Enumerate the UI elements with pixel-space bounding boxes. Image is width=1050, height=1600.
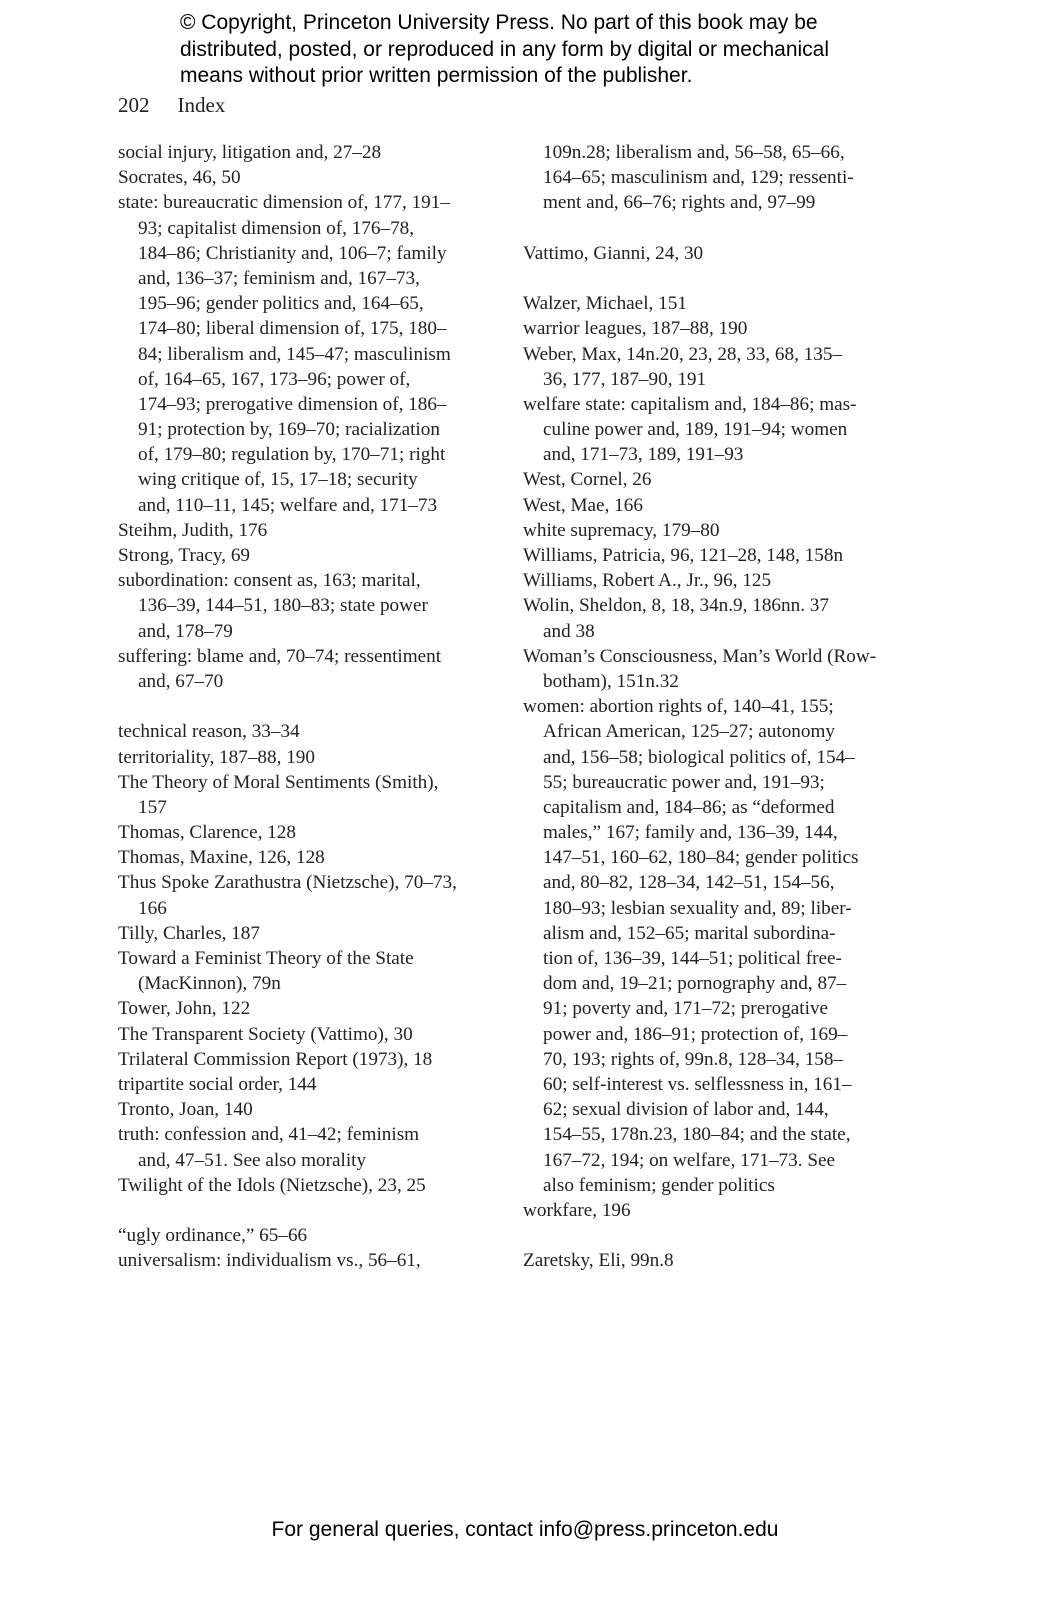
index-entry: tripartite social order, 144 — [118, 1073, 317, 1095]
index-entry: Strong, Tracy, 69 — [118, 545, 251, 566]
index-entry: Walzer, Michael, 151 — [523, 293, 687, 315]
index-column-right — [523, 140, 918, 1273]
copyright-line: © Copyright, Princeton University Press. No part of this book may be — [180, 11, 818, 34]
index-entry-continuation: 195–96; gender politics and, 164–65, — [138, 293, 424, 315]
index-entry-continuation: African American, 125–27; autonomy — [543, 721, 835, 743]
index-entry: social injury, litigation and, 27–28 — [118, 142, 382, 163]
index-entry-continuation: 91; protection by, 169–70; racialization — [138, 419, 440, 441]
index-column-left — [118, 140, 508, 1273]
index-entry-continuation: alism and, 152–65; marital subordina- — [543, 922, 836, 944]
index-entry: Tronto, Joan, 140 — [118, 1099, 253, 1121]
index-entry: Vattimo, Gianni, 24, 30 — [523, 242, 704, 264]
index-entry-continuation: and, 136–37; feminism and, 167–73, — [138, 267, 420, 289]
index-entry: Trilateral Commission Report (1973), 18 — [118, 1048, 433, 1070]
index-entry-continuation: of, 179–80; regulation by, 170–71; right — [138, 444, 446, 466]
index-entry-continuation: ment and, 66–76; rights and, 97–99 — [543, 192, 816, 214]
index-entry-continuation: 136–39, 144–51, 180–83; state power — [138, 595, 428, 617]
index-entry-continuation: 60; self-interest vs. selflessness in, 161– — [543, 1073, 852, 1095]
index-entry-continuation: botham), 151n.32 — [543, 670, 679, 692]
index-entry-continuation: 174–93; prerogative dimension of, 186– — [138, 393, 447, 415]
index-entry: suffering: blame and, 70–74; ressentiment — [118, 645, 442, 667]
index-entry-continuation: 154–55, 178n.23, 180–84; and the state, — [543, 1124, 851, 1146]
index-entry-continuation: 167–72, 194; on welfare, 171–73. See — [543, 1149, 836, 1171]
index-entry: subordination: consent as, 163; marital, — [118, 570, 421, 592]
index-entry: Toward a Feminist Theory of the State — [118, 948, 414, 969]
index-entry-continuation: 62; sexual division of labor and, 144, — [543, 1099, 829, 1121]
index-entry: welfare state: capitalism and, 184–86; mas- — [523, 393, 857, 415]
index-entry: Wolin, Sheldon, 8, 18, 34n.9, 186nn. 37 — [523, 595, 829, 617]
footer-contact: For general queries, contact info@press.princeton.edu — [271, 1518, 779, 1541]
index-entry-continuation: and, 178–79 — [138, 620, 233, 642]
index-entry-continuation: and, 110–11, 145; welfare and, 171–73 — [138, 494, 438, 516]
index-entry-continuation: and, 67–70 — [138, 670, 224, 692]
index-entry: state: bureaucratic dimension of, 177, 191– — [118, 192, 450, 214]
running-head — [118, 93, 225, 118]
index-entry-continuation: 109n.28; liberalism and, 56–58, 65–66, — [543, 142, 845, 163]
index-entry-continuation: and 38 — [543, 620, 595, 642]
index-entry: Tilly, Charles, 187 — [118, 922, 260, 944]
copyright-notice — [180, 10, 940, 90]
index-gap — [523, 266, 918, 291]
index-gap — [523, 216, 918, 241]
index-entry-continuation: 93; capitalist dimension of, 176–78, — [138, 217, 415, 239]
index-entry-continuation: wing critique of, 15, 17–18; security — [138, 469, 418, 491]
index-entry-continuation: power and, 186–91; protection of, 169– — [543, 1023, 848, 1045]
index-gap — [118, 1198, 508, 1223]
index-entry-continuation: 174–80; liberal dimension of, 175, 180– — [138, 318, 447, 340]
index-entry: Tower, John, 122 — [118, 998, 251, 1020]
index-entry-continuation: males,” 167; family and, 136–39, 144, — [543, 822, 838, 844]
index-entry-continuation: 70, 193; rights of, 99n.8, 128–34, 158– — [543, 1048, 844, 1070]
copyright-line: distributed, posted, or reproduced in any form by digital or mechanical — [180, 37, 830, 61]
index-entry-continuation: 91; poverty and, 171–72; prerogative — [543, 998, 829, 1020]
index-entry-continuation: 166 — [138, 897, 167, 919]
index-entry-continuation: 184–86; Christianity and, 106–7; family — [138, 242, 447, 264]
index-entry: Woman’s Consciousness, Man’s World (Row- — [523, 645, 877, 667]
index-entry-continuation: 84; liberalism and, 145–47; masculinism — [138, 343, 451, 365]
index-entry: Williams, Patricia, 96, 121–28, 148, 158n — [523, 545, 844, 566]
index-entry: women: abortion rights of, 140–41, 155; — [523, 696, 834, 718]
index-entry-continuation: and, 156–58; biological politics of, 154– — [543, 746, 855, 768]
index-entry: The Theory of Moral Sentiments (Smith), — [118, 771, 439, 793]
index-entry: Thomas, Maxine, 126, 128 — [118, 847, 325, 869]
index-entry: The Transparent Society (Vattimo), 30 — [118, 1023, 413, 1045]
index-entry-continuation: 164–65; masculinism and, 129; ressenti- — [543, 167, 854, 189]
index-gap — [523, 1223, 918, 1248]
index-gap — [118, 694, 508, 719]
index-entry: workfare, 196 — [523, 1199, 631, 1221]
index-entry-continuation: 180–93; lesbian sexuality and, 89; liber- — [543, 897, 852, 919]
index-entry-continuation: and, 80–82, 128–34, 142–51, 154–56, — [543, 872, 835, 894]
copyright-line: means without prior written permission of the publisher. — [180, 64, 693, 87]
index-entry-continuation: 36, 177, 187–90, 191 — [543, 368, 707, 390]
index-entry-continuation: capitalism and, 184–86; as “deformed — [543, 796, 835, 818]
page-title: Index — [177, 93, 226, 117]
page-number: 202 — [118, 93, 150, 117]
index-entry: Steihm, Judith, 176 — [118, 519, 268, 541]
index-entry: “ugly ordinance,” 65–66 — [118, 1225, 308, 1247]
index-entry-continuation: 157 — [138, 796, 167, 818]
index-entry: Thus Spoke Zarathustra (Nietzsche), 70–73, — [118, 872, 457, 894]
index-entry-continuation: and, 47–51. See also morality — [138, 1149, 367, 1171]
index-entry: West, Cornel, 26 — [523, 469, 652, 491]
index-entry: Thomas, Clarence, 128 — [118, 822, 296, 844]
index-entry: white supremacy, 179–80 — [523, 519, 720, 541]
index-entry-continuation: 55; bureaucratic power and, 191–93; — [543, 771, 825, 793]
index-entry-continuation: of, 164–65, 167, 173–96; power of, — [138, 368, 411, 390]
index-entry-continuation: 147–51, 160–62, 180–84; gender politics — [543, 847, 859, 869]
index-entry-continuation: tion of, 136–39, 144–51; political free- — [543, 948, 842, 969]
index-entry: Zaretsky, Eli, 99n.8 — [523, 1250, 674, 1272]
index-entry: Weber, Max, 14n.20, 23, 28, 33, 68, 135– — [523, 343, 843, 365]
index-entry: warrior leagues, 187–88, 190 — [523, 318, 748, 340]
index-entry: Williams, Robert A., Jr., 96, 125 — [523, 570, 772, 592]
index-entry-continuation: culine power and, 189, 191–94; women — [543, 419, 848, 441]
index-entry: technical reason, 33–34 — [118, 721, 300, 743]
index-entry-continuation: (MacKinnon), 79n — [138, 973, 281, 995]
index-entry-continuation: and, 171–73, 189, 191–93 — [543, 444, 744, 466]
index-entry: truth: confession and, 41–42; feminism — [118, 1124, 420, 1146]
index-entry-continuation: also feminism; gender politics — [543, 1174, 775, 1196]
index-entry: territoriality, 187–88, 190 — [118, 746, 315, 768]
index-entry-continuation: dom and, 19–21; pornography and, 87– — [543, 973, 847, 995]
index-entry: Socrates, 46, 50 — [118, 167, 241, 189]
index-entry: West, Mae, 166 — [523, 494, 643, 516]
index-entry: Twilight of the Idols (Nietzsche), 23, 25 — [118, 1174, 426, 1196]
index-entry: universalism: individualism vs., 56–61, — [118, 1250, 421, 1272]
